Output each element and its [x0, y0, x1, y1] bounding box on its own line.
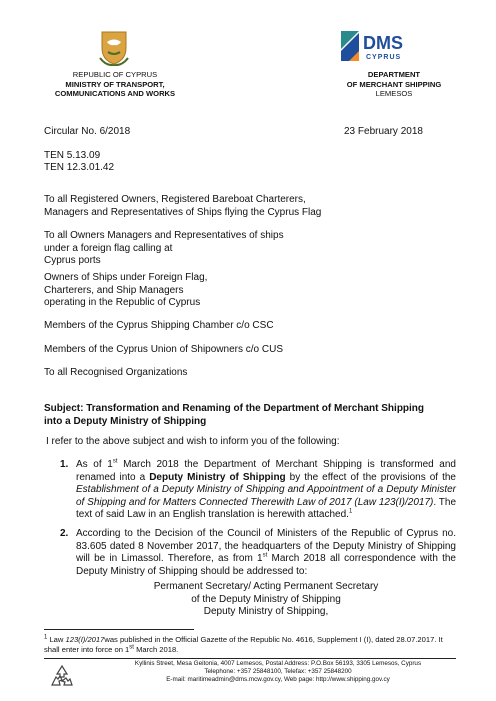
footer-address: Kyllinis Street, Mesa Geitonia, 4007 Lemesos, Postal Address: P.O.Box 56193, 3305 Lemesos, Cyprus [134, 660, 422, 667]
addressee-block-1 [44, 194, 321, 219]
ordinal-suffix: st [129, 643, 134, 650]
circular-date: 23 February 2018 [344, 126, 423, 137]
footnote [44, 635, 456, 654]
addressee-cus: Members of the Cyprus Union of Shipowners c/o CUS [44, 344, 283, 355]
item-text: March 2018 the Department of Merchant Shipping is transformed and renamed into a [76, 459, 456, 483]
addressee-line: Managers and Representatives of Ships flying the Cyprus Flag [44, 206, 322, 218]
circular-number: Circular No. 6/2018 [44, 126, 131, 137]
footnote-text: was published in the Official Gazette of the Republic No. 4616, Supplement I (I), dated 28.07.2017. It shall enter into force on 1 [44, 635, 443, 654]
addressee-block-2 [44, 230, 284, 268]
addressee-line: Cyprus ports [44, 255, 101, 266]
item-number: 1. [60, 459, 69, 470]
footer-email-web: E-mail: maritimeadmin@dms.mcw.gov.cy, Web page: http://www.shipping.gov.cy [166, 676, 390, 683]
city-line: LEMESOS [375, 89, 413, 98]
department-header [318, 70, 470, 99]
item-2-paragraph [76, 528, 456, 578]
item-text: As of 1 [76, 459, 113, 470]
subject-line: into a Deputy Ministry of Shipping [44, 415, 207, 427]
reference-2: TEN 12.3.01.42 [44, 162, 115, 173]
item-text: According to the Decision of the Council of Ministers of the Republic of Cyprus no. 83.605 dated 8 November 2017, the headquarters of the Deputy Ministry of Shipping will be in Limassol. Therefore, as from 1 [76, 528, 456, 564]
addressee-csc: Members of the Cyprus Shipping Chamber c/o CSC [44, 320, 274, 331]
item-text: . The text of said Law in an English translation is herewith attached. [76, 496, 457, 520]
ordinal-suffix: st [112, 458, 118, 465]
address-line: of the Deputy Ministry of Shipping [191, 593, 341, 605]
addressee-line: under a foreign flag calling at [44, 242, 173, 254]
item-number: 2. [60, 528, 69, 539]
footer-phone: Telephone: +357 25848100, Telefax: +357 25848200 [204, 668, 352, 675]
footnote-number: 1 [44, 634, 48, 641]
republic-line: REPUBLIC OF CYPRUS [72, 70, 158, 79]
item-1-paragraph [76, 459, 456, 522]
footnote-reference: 1 [348, 508, 353, 515]
ministry-line: MINISTRY OF TRANSPORT, [65, 79, 165, 89]
dms-logo [339, 27, 439, 65]
addressee-line: Owners of Ships under Foreign Flag, [44, 272, 208, 283]
footnote-separator [44, 629, 194, 630]
footnote-text: Law [47, 635, 66, 644]
address-line: Permanent Secretary/ Acting Permanent Secretary [153, 581, 379, 592]
law-title: Establishment of a Deputy Ministry of Shipping and Appointment of a Deputy Minister of Shipping and for Matters Connected Therewith Law of 2017 (Law 123(I)/2017) [76, 484, 456, 508]
ministry-header [40, 70, 190, 99]
addressee-ros: To all Recognised Organizations [44, 367, 188, 378]
addressee-line: operating in the Republic of Cyprus [44, 297, 201, 308]
law-number: 123(I)/2017 [65, 635, 105, 644]
address-block [76, 581, 456, 619]
address-line: Deputy Ministry of Shipping, [203, 606, 329, 617]
addressee-line: Charterers, and Ship Managers [44, 284, 184, 296]
item-text: March 2018 all correspondence with the Deputy Ministry of Shipping should be addressed to: [76, 553, 456, 577]
footnote-text: March 2018. [133, 644, 179, 654]
cyprus-coat-of-arms-icon [96, 28, 132, 66]
addressee-line: To all Registered Owners, Registered Bareboat Charterers, [44, 194, 306, 205]
subject-heading [44, 403, 464, 428]
reference-1: TEN 5.13.09 [44, 150, 101, 161]
department-line: DEPARTMENT [367, 70, 421, 79]
intro-paragraph: I refer to the above subject and wish to inform you of the following: [46, 436, 340, 447]
dms-logo-subtext: CYPRUS [366, 54, 402, 61]
ministry-line-2: COMMUNICATIONS AND WORKS [54, 89, 176, 98]
ordinal-suffix: st [262, 552, 268, 559]
footer-separator [44, 658, 456, 659]
dms-logo-text: DMS [363, 33, 403, 53]
department-line-2: OF MERCHANT SHIPPING [346, 79, 442, 89]
footer-contact [100, 660, 456, 684]
deputy-ministry-name: Deputy Ministry of Shipping [149, 471, 286, 483]
item-text: by the effect of the provisions of the [285, 471, 456, 483]
addressee-block-3 [44, 272, 207, 310]
subject-line: Subject: Transformation and Renaming of the Department of Merchant Shipping [44, 403, 425, 414]
recycle-icon [48, 663, 76, 689]
addressee-line: To all Owners Managers and Representatives of ships [44, 230, 284, 241]
